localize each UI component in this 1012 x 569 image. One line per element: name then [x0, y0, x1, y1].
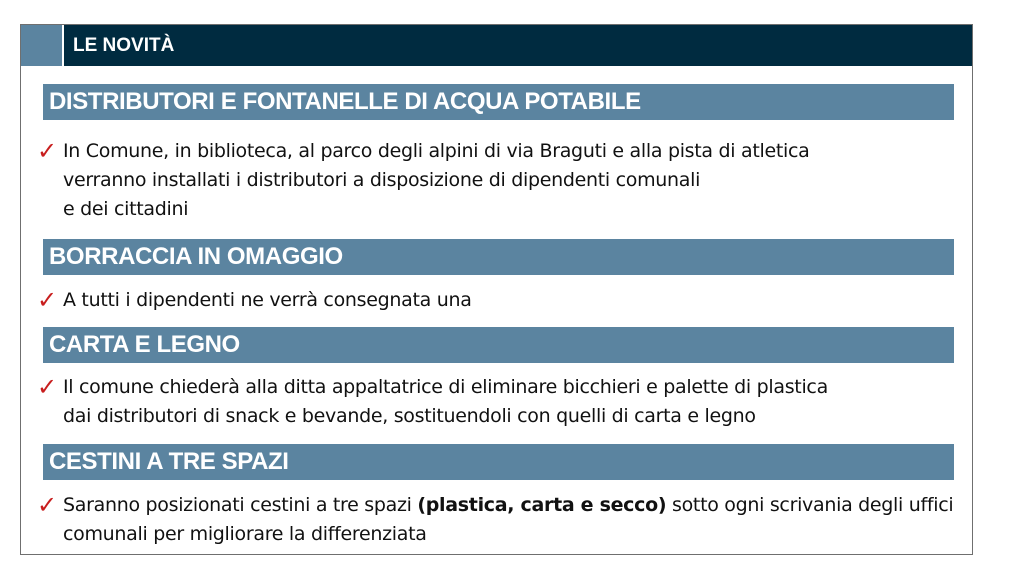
section-text: [63, 286, 963, 315]
header-bar: [21, 25, 972, 66]
section-text: [63, 491, 963, 549]
text-line: A tutti i dipendenti ne verrà consegnata una: [63, 289, 472, 311]
section-bar-cestini: [43, 444, 954, 480]
section-bar-borraccia: [43, 239, 954, 275]
text-line: In Comune, in biblioteca, al parco degli alpini di via Braguti e alla pista di atletica: [63, 140, 810, 162]
header-title: LE NOVITÀ: [73, 35, 175, 56]
text-segment: sotto ogni scrivania degli uffici: [666, 494, 954, 516]
checkmark-icon: ✓: [37, 373, 58, 401]
section-text: [63, 137, 963, 224]
checkmark-icon: ✓: [37, 137, 58, 165]
section-title: BORRACCIA IN OMAGGIO: [49, 243, 343, 270]
text-line: e dei cittadini: [63, 198, 189, 220]
checkmark-icon: ✓: [37, 491, 58, 519]
header-divider: [62, 25, 64, 66]
section-title: CARTA E LEGNO: [49, 331, 240, 358]
section-bar-distributori: [43, 84, 954, 120]
section-bar-carta-legno: [43, 327, 954, 363]
text-line: verranno installati i distributori a disposizione di dipendenti comunali: [63, 169, 701, 191]
news-box: [20, 24, 973, 555]
text-line: Il comune chiederà alla ditta appaltatrice di eliminare bicchieri e palette di plastica: [63, 376, 828, 398]
checkmark-icon: ✓: [37, 286, 58, 314]
text-line: dai distributori di snack e bevande, sostituendoli con quelli di carta e legno: [63, 405, 756, 427]
section-title: DISTRIBUTORI E FONTANELLE DI ACQUA POTABILE: [49, 88, 641, 115]
section-text: [63, 373, 963, 431]
text-line: [63, 491, 963, 520]
section-title: CESTINI A TRE SPAZI: [49, 448, 289, 475]
text-segment: Saranno posizionati cestini a tre spazi: [63, 494, 418, 516]
header-color-swatch: [21, 25, 62, 66]
text-line: comunali per migliorare la differenziata: [63, 523, 427, 545]
text-bold-segment: (plastica, carta e secco): [417, 494, 667, 516]
